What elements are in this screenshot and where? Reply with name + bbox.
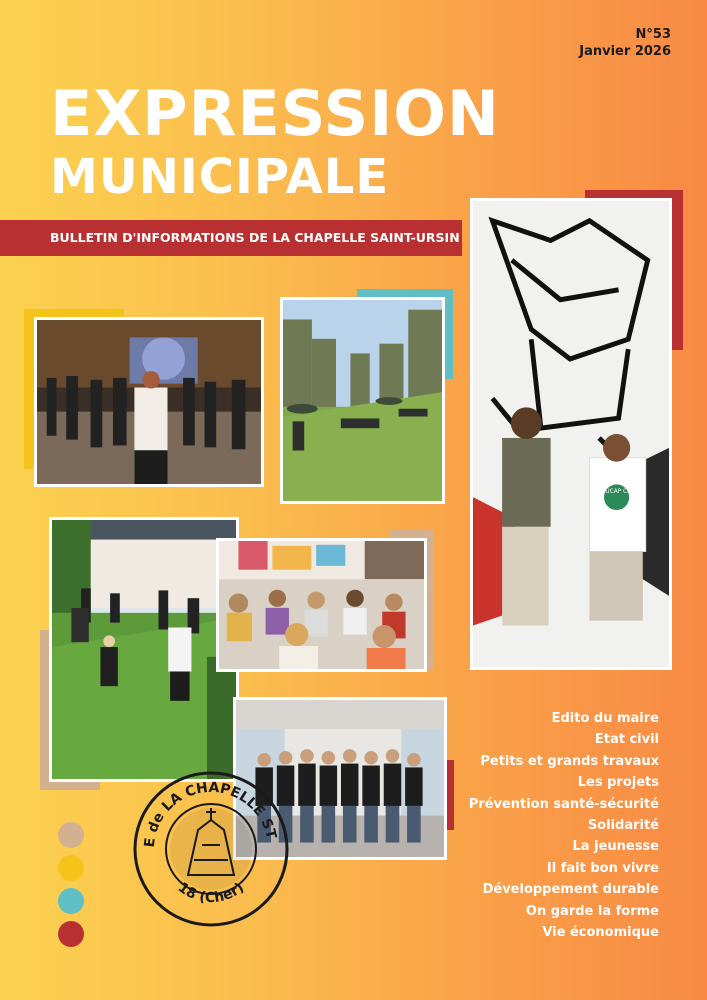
toc-item: Les projets	[577, 775, 659, 791]
dot-yellow	[58, 855, 84, 881]
photo-dance-hall	[34, 317, 264, 487]
toc-item: Vie économique	[542, 925, 659, 941]
title-line-2: MUNICIPALE	[50, 149, 390, 205]
issue-number: N°53	[635, 27, 671, 42]
issue-info	[579, 26, 671, 60]
toc-item: Etat civil	[594, 732, 659, 748]
toc-item: Edito du maire	[551, 711, 659, 726]
toc-item: Il fait bon vivre	[546, 860, 659, 876]
toc-item: La jeunesse	[572, 839, 659, 855]
dot-beige	[58, 822, 84, 848]
municipal-stamp	[132, 770, 290, 928]
subtitle-banner: BULLETIN D'INFORMATIONS DE LA CHAPELLE SAINT-URSIN	[0, 220, 462, 256]
stamp-bottom-text: 18 (Cher)	[174, 879, 248, 907]
shirt-print: EDUCAP CITY	[597, 489, 636, 496]
photo-classroom-audience	[216, 538, 427, 672]
toc-item: Prévention santé-sécurité	[468, 796, 659, 812]
dot-teal	[58, 888, 84, 914]
toc-item: Solidarité	[587, 818, 659, 834]
photo-graffiti-wall	[470, 198, 672, 670]
stamp-top-text: E de LA CHAPELLE ST	[141, 779, 280, 849]
photo-garden-egg-hunt	[49, 517, 239, 782]
toc-item: On garde la forme	[525, 903, 659, 919]
dot-red	[58, 921, 84, 947]
toc-item: Développement durable	[482, 882, 659, 898]
issue-date: Janvier 2026	[579, 44, 671, 59]
photo-park-riverside	[280, 297, 445, 504]
toc-item: Petits et grands travaux	[480, 753, 659, 769]
table-of-contents	[469, 708, 659, 943]
title-line-1: EXPRESSION	[50, 77, 500, 150]
